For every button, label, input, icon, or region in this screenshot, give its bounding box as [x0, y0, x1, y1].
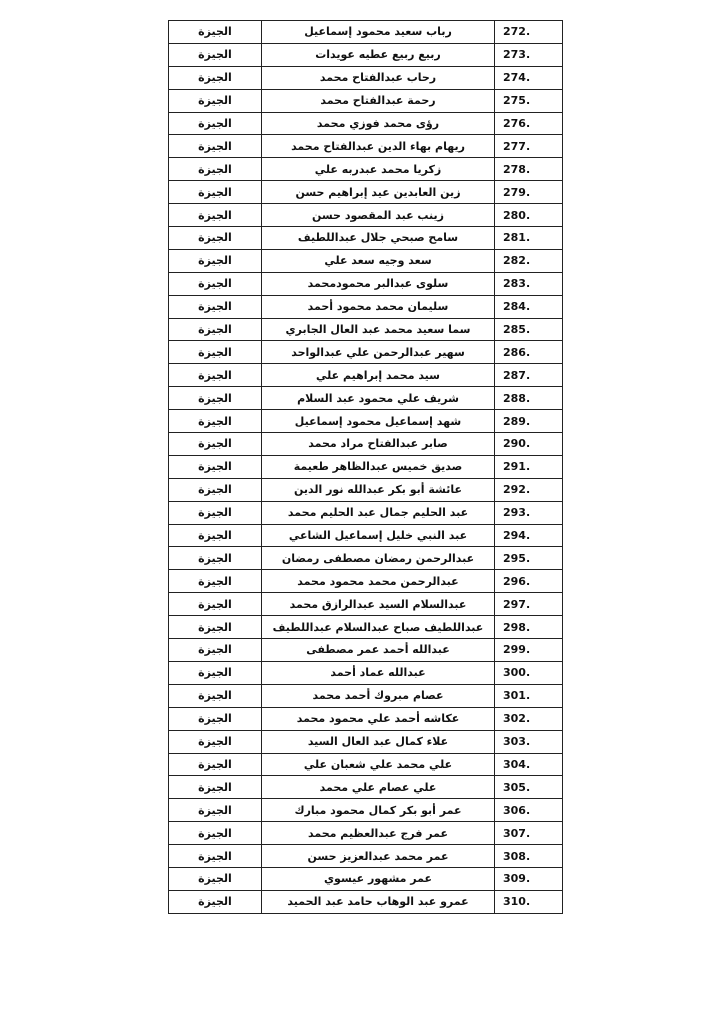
table-row: [169, 501, 563, 524]
name-cell: رحاب عبدالفتاح محمد: [262, 66, 495, 89]
table-row: [169, 455, 563, 478]
name-cell: رؤى محمد فوزي محمد: [262, 112, 495, 135]
name-cell: عائشة أبو بكر عبدالله نور الدين: [262, 478, 495, 501]
table-row: [169, 845, 563, 868]
governorate-cell: الجيزة: [169, 433, 262, 456]
serial-number-cell: 299.: [495, 639, 563, 662]
serial-number-cell: 282.: [495, 249, 563, 272]
governorate-cell: الجيزة: [169, 455, 262, 478]
governorate-cell: الجيزة: [169, 43, 262, 66]
table-row: [169, 684, 563, 707]
governorate-cell: الجيزة: [169, 21, 262, 44]
governorate-cell: الجيزة: [169, 272, 262, 295]
name-cell: عمرو عبد الوهاب حامد عبد الحميد: [262, 890, 495, 913]
serial-number-cell: 283.: [495, 272, 563, 295]
table-row: [169, 295, 563, 318]
name-cell: شريف علي محمود عبد السلام: [262, 387, 495, 410]
table-row: [169, 66, 563, 89]
table-row: [169, 593, 563, 616]
table-row: [169, 524, 563, 547]
serial-number-cell: 302.: [495, 707, 563, 730]
table-row: [169, 21, 563, 44]
name-cell: زينب عبد المقصود حسن: [262, 204, 495, 227]
governorate-cell: الجيزة: [169, 616, 262, 639]
serial-number-cell: 298.: [495, 616, 563, 639]
table-row: [169, 181, 563, 204]
name-cell: عبدالله عماد أحمد: [262, 661, 495, 684]
serial-number-cell: 292.: [495, 478, 563, 501]
serial-number-cell: 280.: [495, 204, 563, 227]
serial-number-cell: 297.: [495, 593, 563, 616]
governorate-cell: الجيزة: [169, 66, 262, 89]
governorate-cell: الجيزة: [169, 158, 262, 181]
name-cell: ربيع ربيع عطيه عويدات: [262, 43, 495, 66]
serial-number-cell: 293.: [495, 501, 563, 524]
name-cell: عبدالله أحمد عمر مصطفى: [262, 639, 495, 662]
table-row: [169, 43, 563, 66]
name-cell: عمر مشهور عيسوي: [262, 867, 495, 890]
serial-number-cell: 285.: [495, 318, 563, 341]
serial-number-cell: 289.: [495, 410, 563, 433]
table-row: [169, 387, 563, 410]
serial-number-cell: 279.: [495, 181, 563, 204]
serial-number-cell: 276.: [495, 112, 563, 135]
table-row: [169, 364, 563, 387]
name-cell: سهير عبدالرحمن علي عبدالواحد: [262, 341, 495, 364]
governorate-cell: الجيزة: [169, 822, 262, 845]
governorate-cell: الجيزة: [169, 341, 262, 364]
table-row: [169, 616, 563, 639]
names-table-body: [169, 21, 563, 914]
governorate-cell: الجيزة: [169, 707, 262, 730]
serial-number-cell: 305.: [495, 776, 563, 799]
name-cell: صديق خميس عبدالظاهر طعيمة: [262, 455, 495, 478]
table-row: [169, 272, 563, 295]
serial-number-cell: 278.: [495, 158, 563, 181]
name-cell: زين العابدين عيد إبراهيم حسن: [262, 181, 495, 204]
name-cell: سعد وجيه سعد علي: [262, 249, 495, 272]
governorate-cell: الجيزة: [169, 867, 262, 890]
name-cell: عمر أبو بكر كمال محمود مبارك: [262, 799, 495, 822]
governorate-cell: الجيزة: [169, 799, 262, 822]
name-cell: عمر محمد عبدالعزيز حسن: [262, 845, 495, 868]
table-row: [169, 158, 563, 181]
serial-number-cell: 275.: [495, 89, 563, 112]
serial-number-cell: 295.: [495, 547, 563, 570]
serial-number-cell: 273.: [495, 43, 563, 66]
governorate-cell: الجيزة: [169, 387, 262, 410]
table-row: [169, 410, 563, 433]
governorate-cell: الجيزة: [169, 639, 262, 662]
governorate-cell: الجيزة: [169, 364, 262, 387]
serial-number-cell: 272.: [495, 21, 563, 44]
serial-number-cell: 294.: [495, 524, 563, 547]
serial-number-cell: 308.: [495, 845, 563, 868]
governorate-cell: الجيزة: [169, 524, 262, 547]
table-row: [169, 707, 563, 730]
serial-number-cell: 277.: [495, 135, 563, 158]
table-row: [169, 204, 563, 227]
governorate-cell: الجيزة: [169, 570, 262, 593]
governorate-cell: الجيزة: [169, 318, 262, 341]
governorate-cell: الجيزة: [169, 112, 262, 135]
name-cell: عصام مبروك أحمد محمد: [262, 684, 495, 707]
name-cell: عمر فرج عبدالعظيم محمد: [262, 822, 495, 845]
serial-number-cell: 303.: [495, 730, 563, 753]
serial-number-cell: 304.: [495, 753, 563, 776]
serial-number-cell: 309.: [495, 867, 563, 890]
serial-number-cell: 287.: [495, 364, 563, 387]
name-cell: عبد النبي خليل إسماعيل الشاعي: [262, 524, 495, 547]
table-row: [169, 433, 563, 456]
serial-number-cell: 274.: [495, 66, 563, 89]
governorate-cell: الجيزة: [169, 890, 262, 913]
table-row: [169, 135, 563, 158]
governorate-cell: الجيزة: [169, 249, 262, 272]
table-row: [169, 776, 563, 799]
serial-number-cell: 296.: [495, 570, 563, 593]
governorate-cell: الجيزة: [169, 845, 262, 868]
governorate-cell: الجيزة: [169, 730, 262, 753]
serial-number-cell: 288.: [495, 387, 563, 410]
serial-number-cell: 281.: [495, 227, 563, 250]
governorate-cell: الجيزة: [169, 684, 262, 707]
name-cell: عبد الحليم جمال عبد الحليم محمد: [262, 501, 495, 524]
serial-number-cell: 286.: [495, 341, 563, 364]
name-cell: عكاشه أحمد علي محمود محمد: [262, 707, 495, 730]
name-cell: زكريا محمد عبدربه علي: [262, 158, 495, 181]
name-cell: علاء كمال عبد العال السيد: [262, 730, 495, 753]
name-cell: رباب سعيد محمود إسماعيل: [262, 21, 495, 44]
name-cell: عبدالسلام السيد عبدالرازق محمد: [262, 593, 495, 616]
table-row: [169, 822, 563, 845]
governorate-cell: الجيزة: [169, 501, 262, 524]
name-cell: صابر عبدالفتاح مراد محمد: [262, 433, 495, 456]
serial-number-cell: 300.: [495, 661, 563, 684]
governorate-cell: الجيزة: [169, 89, 262, 112]
name-cell: سما سعيد محمد عبد العال الجابري: [262, 318, 495, 341]
table-row: [169, 227, 563, 250]
serial-number-cell: 291.: [495, 455, 563, 478]
serial-number-cell: 290.: [495, 433, 563, 456]
governorate-cell: الجيزة: [169, 753, 262, 776]
governorate-cell: الجيزة: [169, 547, 262, 570]
table-row: [169, 867, 563, 890]
serial-number-cell: 284.: [495, 295, 563, 318]
name-cell: سيد محمد إبراهيم علي: [262, 364, 495, 387]
governorate-cell: الجيزة: [169, 204, 262, 227]
name-cell: سلوى عبدالبر محمودمحمد: [262, 272, 495, 295]
table-row: [169, 249, 563, 272]
governorate-cell: الجيزة: [169, 410, 262, 433]
name-cell: سليمان محمد محمود أحمد: [262, 295, 495, 318]
table-row: [169, 89, 563, 112]
name-cell: عبدالرحمن محمد محمود محمد: [262, 570, 495, 593]
table-row: [169, 318, 563, 341]
governorate-cell: الجيزة: [169, 478, 262, 501]
governorate-cell: الجيزة: [169, 295, 262, 318]
serial-number-cell: 310.: [495, 890, 563, 913]
table-row: [169, 890, 563, 913]
table-row: [169, 753, 563, 776]
name-cell: سامح صبحي جلال عبداللطيف: [262, 227, 495, 250]
governorate-cell: الجيزة: [169, 181, 262, 204]
table-row: [169, 799, 563, 822]
table-row: [169, 661, 563, 684]
name-cell: عبداللطيف صباح عبدالسلام عبداللطيف: [262, 616, 495, 639]
serial-number-cell: 307.: [495, 822, 563, 845]
governorate-cell: الجيزة: [169, 776, 262, 799]
table-row: [169, 570, 563, 593]
name-cell: عبدالرحمن رمضان مصطفى رمضان: [262, 547, 495, 570]
table-row: [169, 478, 563, 501]
name-cell: علي عصام علي محمد: [262, 776, 495, 799]
serial-number-cell: 301.: [495, 684, 563, 707]
names-table: [168, 20, 563, 914]
name-cell: رحمة عبدالفتاح محمد: [262, 89, 495, 112]
table-row: [169, 112, 563, 135]
governorate-cell: الجيزة: [169, 227, 262, 250]
name-cell: علي محمد علي شعبان علي: [262, 753, 495, 776]
table-row: [169, 547, 563, 570]
name-cell: ريهام بهاء الدين عبدالفتاح محمد: [262, 135, 495, 158]
serial-number-cell: 306.: [495, 799, 563, 822]
name-cell: شهد إسماعيل محمود إسماعيل: [262, 410, 495, 433]
governorate-cell: الجيزة: [169, 661, 262, 684]
table-row: [169, 639, 563, 662]
governorate-cell: الجيزة: [169, 135, 262, 158]
table-row: [169, 341, 563, 364]
governorate-cell: الجيزة: [169, 593, 262, 616]
table-row: [169, 730, 563, 753]
